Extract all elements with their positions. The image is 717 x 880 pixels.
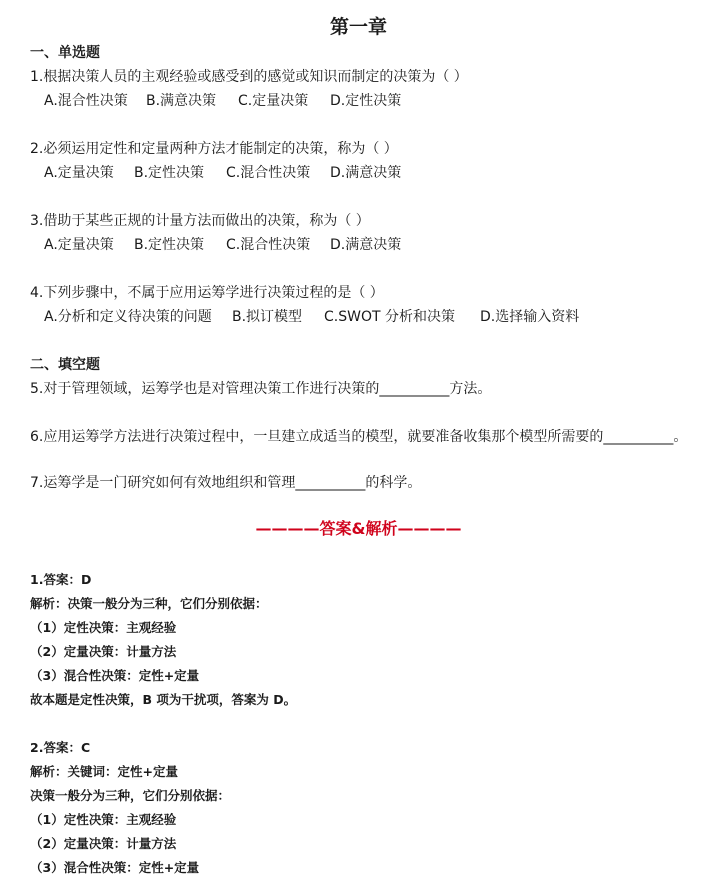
question-1-options [44, 90, 401, 110]
section-heading-fill-blank: 二、填空题 [30, 357, 100, 373]
answer-1-line: 解析：决策一般分为三种，它们分别依据： [30, 596, 268, 611]
answer-2-line: 决策一般分为三种，它们分别依据： [30, 788, 231, 803]
question-3-options [44, 234, 401, 254]
question-5-stem: 5.对于管理领域，运筹学也是对管理决策工作进行决策的__________方法。 [30, 381, 492, 397]
answer-section-header: ————答案&解析———— [255, 519, 462, 538]
answer-1-line: （2）定量决策：计量方法 [30, 644, 177, 659]
option-c: C.混合性决策 [226, 165, 311, 181]
option-a: A.混合性决策 [44, 93, 128, 109]
option-d: D.满意决策 [330, 237, 402, 253]
answer-1-line: （3）混合性决策：定性+定量 [30, 668, 200, 683]
section-heading-single-choice: 一、单选题 [30, 45, 100, 61]
answer-2-line: （3）混合性决策：定性+定量 [30, 860, 200, 875]
answer-2-line: 解析：关键词：定性+定量 [30, 764, 178, 779]
option-a: A.定量决策 [44, 237, 114, 253]
question-3-stem: 3.借助于某些正规的计量方法而做出的决策，称为（ ） [30, 213, 370, 229]
question-2-stem: 2.必须运用定性和定量两种方法才能制定的决策，称为（ ） [30, 141, 398, 157]
option-a: A.分析和定义待决策的问题 [44, 309, 212, 325]
question-4-options [44, 306, 579, 326]
option-b: B.满意决策 [146, 93, 217, 109]
answer-2-line: （2）定量决策：计量方法 [30, 836, 177, 851]
answer-1-line: （1）定性决策：主观经验 [30, 620, 177, 635]
option-d: D.满意决策 [330, 165, 402, 181]
option-b: B.拟订模型 [232, 309, 303, 325]
option-b: B.定性决策 [134, 165, 205, 181]
option-d: D.定性决策 [330, 93, 402, 109]
option-b: B.定性决策 [134, 237, 205, 253]
answer-1-heading: 1.答案：D [30, 572, 92, 587]
answer-2-heading: 2.答案：C [30, 740, 91, 755]
question-6-stem: 6.应用运筹学方法进行决策过程中，一旦建立成适当的模型，就要准备收集那个模型所需要的__________。 [30, 429, 688, 445]
option-c: C.混合性决策 [226, 237, 311, 253]
option-d: D.选择输入资料 [480, 309, 580, 325]
option-c: C.定量决策 [238, 93, 309, 109]
question-4-stem: 4.下列步骤中，不属于应用运筹学进行决策过程的是（ ） [30, 285, 384, 301]
question-7-stem: 7.运筹学是一门研究如何有效地组织和管理__________的科学。 [30, 475, 422, 491]
question-1-stem: 1.根据决策人员的主观经验或感受到的感觉或知识而制定的决策为（ ） [30, 69, 468, 85]
chapter-title: 第一章 [329, 16, 387, 38]
answer-1-line: 故本题是定性决策，B 项为干扰项，答案为 D。 [30, 692, 297, 707]
answer-2-line: （1）定性决策：主观经验 [30, 812, 177, 827]
option-a: A.定量决策 [44, 165, 114, 181]
question-2-options [44, 162, 401, 182]
option-c: C.SWOT 分析和决策 [324, 309, 455, 325]
